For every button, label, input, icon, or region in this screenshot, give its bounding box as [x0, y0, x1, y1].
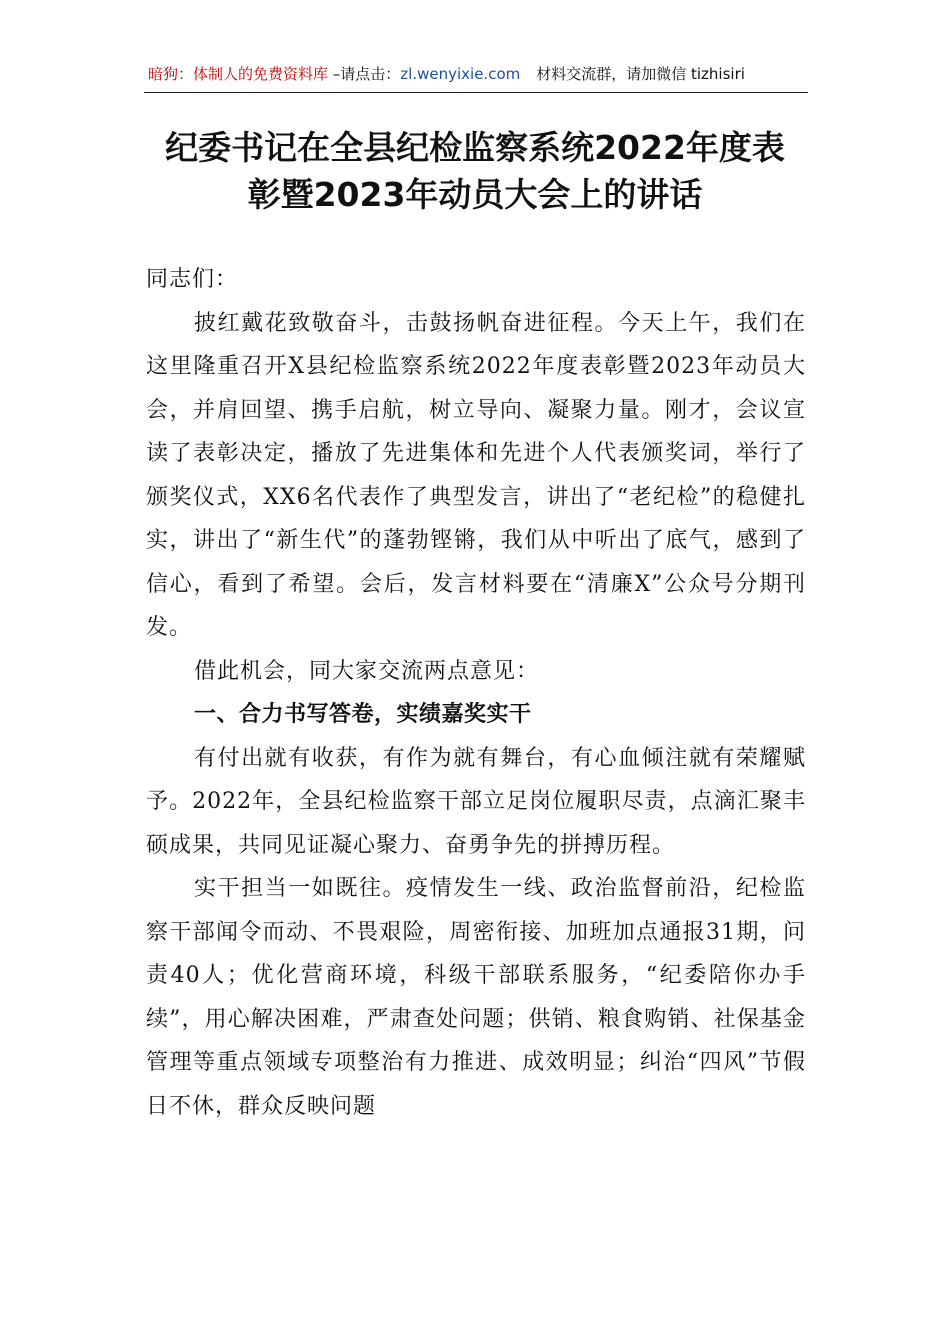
- click-prompt: –请点击：: [328, 65, 401, 83]
- source-name: 暗狗：体制人的免费资料库: [148, 65, 329, 83]
- salutation: 同志们：: [146, 267, 239, 292]
- group-note: 材料交流群，请加微信 tizhisiri: [536, 65, 745, 83]
- header-divider: [144, 92, 808, 93]
- title-line-1: 纪委书记在全县纪检监察系统2022年度表: [165, 128, 785, 167]
- document-title: [120, 124, 830, 218]
- section-heading-1: 一、合力书写答卷，实绩嘉奖实干: [194, 702, 532, 727]
- title-line-2: 彰暨2023年动员大会上的讲话: [247, 175, 703, 214]
- paragraph-achievements: 有付出就有收获，有作为就有舞台，有心血倾注就有荣耀赋予。2022年，全县纪检监察干部立足岗位履职尽责，点滴汇聚丰硕成果，共同见证凝心聚力、奋勇争先的拼搏历程。: [146, 745, 806, 858]
- document-body: [146, 258, 806, 1128]
- page-header: [148, 62, 808, 86]
- source-url-link[interactable]: zl.wenyixie.com: [400, 65, 521, 83]
- paragraph-transition: 借此机会，同大家交流两点意见：: [194, 658, 540, 684]
- paragraph-opening: 披红戴花致敬奋斗，击鼓扬帆奋进征程。今天上午，我们在这里隆重召开X县纪检监察系统2022年度表彰暨2023年动员大会，并肩回望、携手启航，树立导向、凝聚力量。刚才，会议宣读了表彰决定，播放了先进集体和先进个人代表颁奖词，举行了颁奖仪式，XX6名代表作了典型发言，讲出了“老纪检”的稳健扎实，讲出了“新生代”的蓬勃铿锵，我们从中听出了底气，感到了信心，看到了希望。会后，发言材料要在“清廉X”公众号分期刊发。: [146, 310, 806, 640]
- paragraph-diligence: 实干担当一如既往。疫情发生一线、政治监督前沿，纪检监察干部闻令而动、不畏艰险，周密衔接、加班加点通报31期，问责40人；优化营商环境，科级干部联系服务，“纪委陪你办手续”，用心解决困难，严肃查处问题；供销、粮食购销、社保基金管理等重点领域专项整治有力推进、成效明显；纠治“四风”节假日不休，群众反映问题: [146, 876, 806, 1119]
